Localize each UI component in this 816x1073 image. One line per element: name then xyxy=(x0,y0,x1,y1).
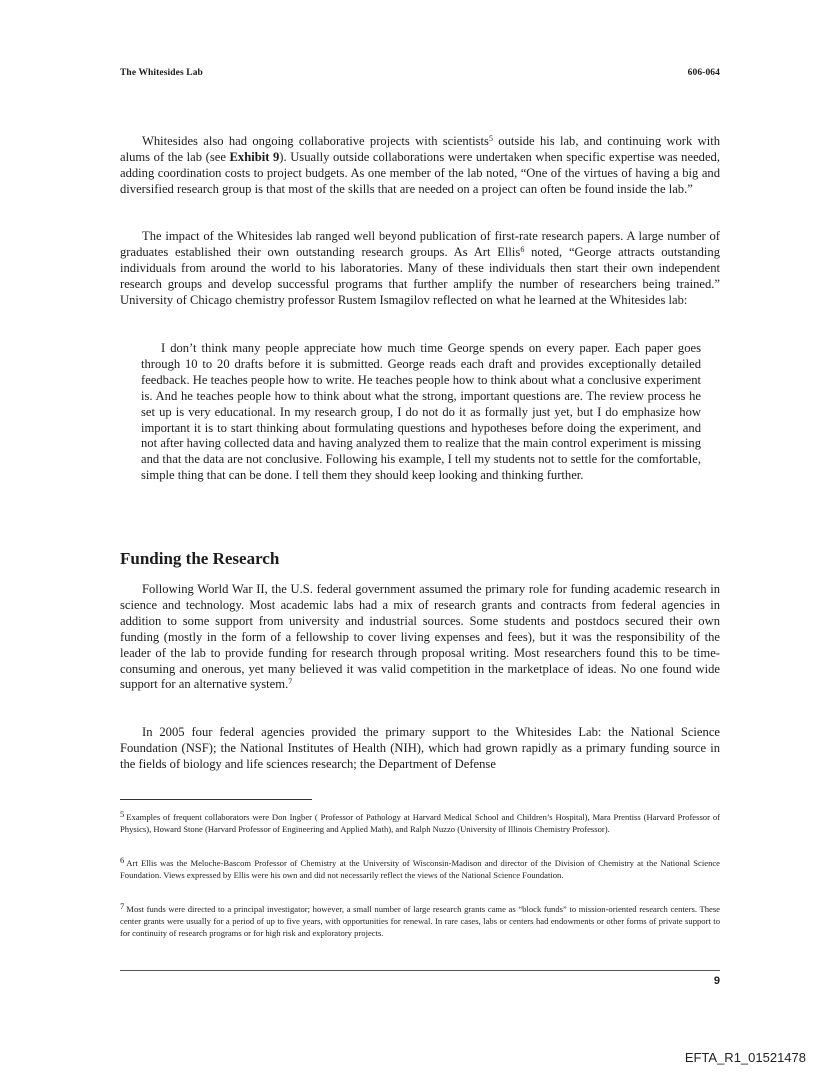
paragraph-collaborations: Whitesides also had ongoing collaborative projects with scientists$^5$ outside his lab, and continuing work with alums of the lab (see Exhibit 9). Usually outside collaborations were undertaken when specific expertise was needed, adding coordination costs to project budgets. As one member of the lab noted, “One of the virtues of having a big and diversified research group is that most of the skills that are needed on a project can often be found inside the lab.” xyxy=(120,134,720,196)
header-doc-number: 606-064 xyxy=(687,68,720,78)
section-heading: Funding the Research xyxy=(120,549,280,568)
footnote-ref-6: 6 xyxy=(520,244,525,254)
footnote-ref-7: 7 xyxy=(288,677,293,687)
paragraph-impact: The impact of the Whitesides lab ranged well beyond publication of first-rate research papers. A large number of graduates established their own outstanding research groups. As Art Ellis$^6$ noted, “George attracts outstanding individuals from around the world to his laboratories. Many of these individuals then start their own independent research groups and develop successful programs that further amplify the number of researchers being trained.” University of Chicago chemistry professor Rustem Ismagilov reflected on what he learned at the Whitesides lab: xyxy=(120,229,720,307)
footnote-ref-5: 5 xyxy=(488,134,493,143)
exhibit-reference: Exhibit 9 xyxy=(229,149,280,164)
footnote-separator xyxy=(120,799,312,800)
block-quote: I don’t think many people appreciate how much time George spends on every paper. Each paper goes through 10 to 20 drafts before it is submitted. George reads each draft and provides exceptionally detailed feedback. He teaches people how to write. He teaches people how to think about what a conclusive experiment is. And he teaches people how to think about what the strong, important questions are. The review process he set up is very educational. In my research group, I do not do it as formally just yet, but I do emphasize how important it is to start thinking about formulating questions and hypotheses before doing the experiment, and not after having collected data and having analyzed them to realize that the main control experiment is missing and that the data are not conclusive. Following his example, I tell my students not to settle for the comfortable, simple thing that can be done. I tell them they should keep looking and thinking further. xyxy=(141,341,701,483)
paragraph-agencies: In 2005 four federal agencies provided the primary support to the Whitesides Lab: the National Science Foundation (NSF); the National Institutes of Health (NIH), which had grown rapidly as a primary funding source in the fields of biology and life sciences research; the Department of Defense xyxy=(120,725,720,771)
footnote-6: 6 Art Ellis was the Meloche-Bascom Professor of Chemistry at the University of Wisconsin-Madison and director of the Division of Chemistry at the National Science Foundation. Views expressed by Ellis were his own and did not necessarily reflect the views of the National Science Foundation. xyxy=(120,855,720,881)
footer-rule xyxy=(120,970,720,971)
page-number: 9 xyxy=(713,975,720,987)
footnote-7: 7 Most funds were directed to a principal investigator; however, a small number of large research grants came as “block funds” to mission-oriented research centers. These center grants were usually for a period of up to five years, with opportunities for renewal. In rare cases, labs or centers had endowments or other forms of private support to for continuity of research programs or for high risk and exploratory projects. xyxy=(120,901,720,939)
paragraph-federal-funding: Following World War II, the U.S. federal government assumed the primary role for funding academic research in science and technology. Most academic labs had a mix of research grants and contracts from federal agencies in addition to some support from university and industrial sources. Some students and postdocs secured their own funding (mostly in the form of a fellowship to cover living expenses and fees), but it was the responsibility of the leader of the lab to provide funding for research through proposal writing. Most researchers found this to be time-consuming and onerous, yet many believed it was valid competition in the marketplace of ideas. No one found wide support for an alternative system.$^7$ xyxy=(120,582,720,692)
header-title: The Whitesides Lab xyxy=(120,68,203,78)
bates-number: EFTA_R1_01521478 xyxy=(684,1050,806,1065)
footnote-5: 5 Examples of frequent collaborators were Don Ingber ( Professor of Pathology at Harvard Medical School and Children’s Hospital), Mara Prentiss (Harvard Professor of Physics), Howard Stone (Harvard Professor of Engineering and Applied Math), and Ralph Nuzzo (University of Illinois Chemistry Professor). xyxy=(120,809,720,835)
